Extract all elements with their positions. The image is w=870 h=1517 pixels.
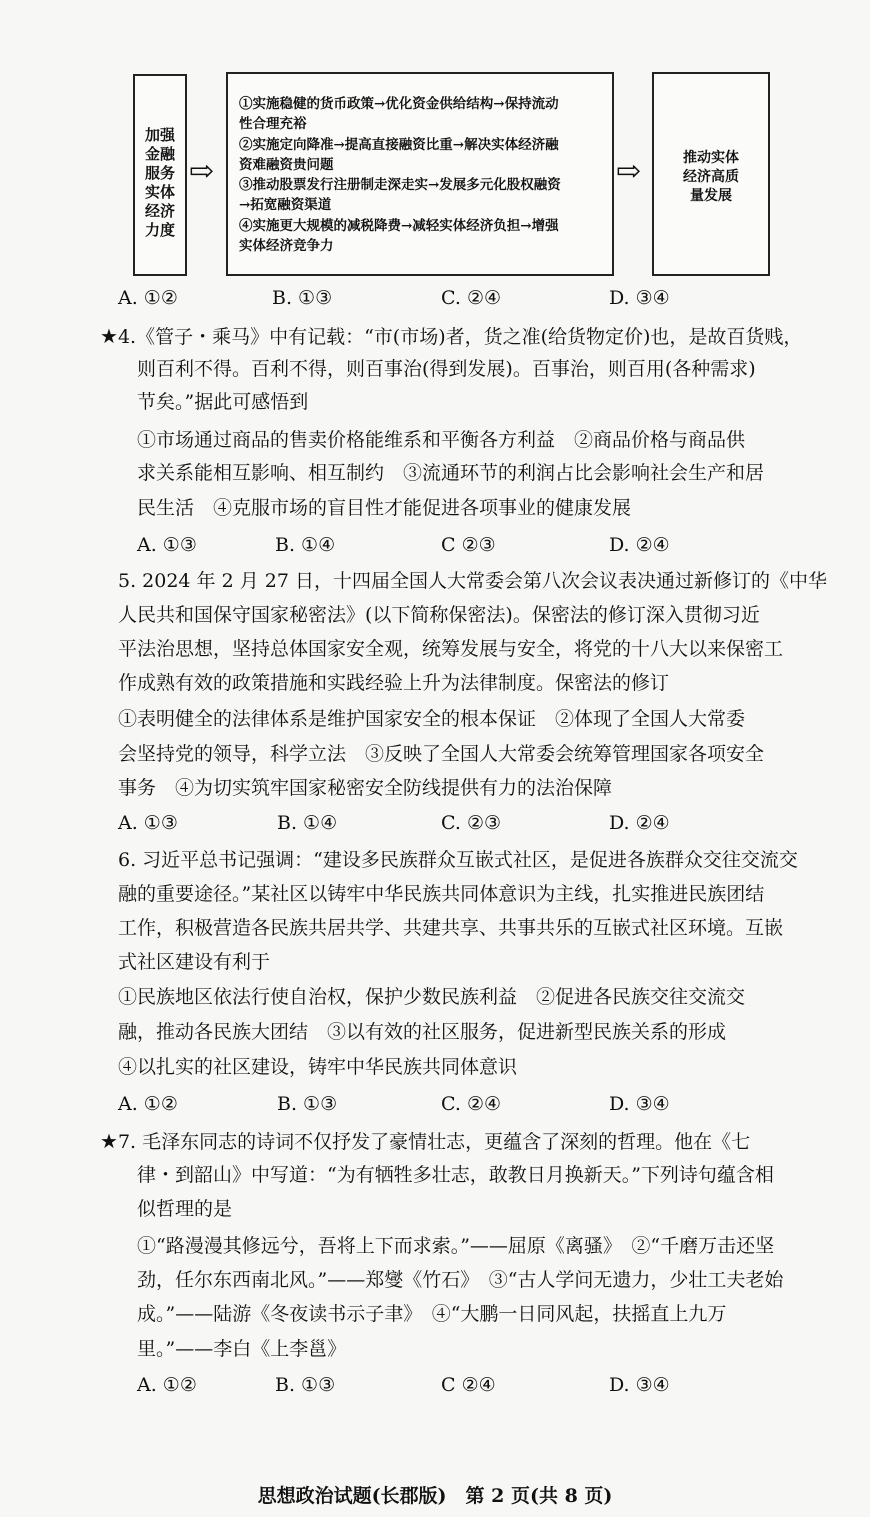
q7-option-b: B. ①③ [275, 1374, 336, 1396]
q5-option-a: A. ①③ [118, 812, 178, 834]
q4-stem-line: 节矣。”据此可感悟到 [137, 391, 309, 413]
q6-option-b: B. ①③ [277, 1093, 338, 1115]
q7-stem-line: 似哲理的是 [137, 1198, 233, 1220]
q6-choice-line: ④以扎实的社区建设，铸牢中华民族共同体意识 [118, 1056, 518, 1078]
q3-option-a: A. ①② [118, 287, 178, 309]
q6-stem-line: 式社区建设有利于 [118, 951, 271, 973]
diagram-middle-line: 实体经济竞争力 [239, 238, 334, 255]
q7-choice-line: ①“路漫漫其修远兮，吾将上下而求索。”——屈原《离骚》 ②“千磨万击还坚 [137, 1235, 775, 1257]
q5-choice-line: 事务 ④为切实筑牢国家秘密安全防线提供有力的法治保障 [118, 777, 613, 799]
diagram-left-line: 金融 [144, 145, 175, 163]
q7-option-a: A. ①② [137, 1374, 197, 1396]
diagram-left-line: 加强 [144, 126, 175, 144]
q7-option-c: C ②④ [441, 1374, 496, 1396]
diagram-middle-line: ②实施定向降准→提高直接融资比重→解决实体经济融 [239, 136, 559, 153]
diagram-right-line: 经济高质 [683, 169, 739, 185]
q5-choice-line: ①表明健全的法律体系是维护国家安全的根本保证 ②体现了全国人大常委 [118, 708, 746, 730]
q6-option-d: D. ③④ [609, 1093, 670, 1115]
q7-stem-line: 律・到韶山》中写道：“为有牺牲多壮志，敢教日月换新天。”下列诗句蕴含相 [137, 1164, 774, 1186]
diagram-middle-line: ④实施更大规模的减税降费→减轻实体经济负担→增强 [239, 217, 559, 234]
diagram-middle-line: 资难融资贵问题 [239, 156, 334, 173]
diagram-right-line: 推动实体 [683, 150, 739, 166]
diagram-middle-text [239, 94, 605, 256]
star-icon: ★ [100, 324, 118, 348]
q7-choice-line: 成。”——陆游《冬夜读书示子聿》 ④“大鹏一日同风起，扶摇直上九万 [137, 1303, 727, 1325]
diagram-right-text [664, 149, 758, 206]
diagram-left-box [133, 74, 187, 276]
diagram-right-box [652, 72, 770, 276]
q4-option-c: C ②③ [441, 534, 496, 556]
q6-stem-line: 融的重要途径。”某社区以铸牢中华民族共同体意识为主线，扎实推进民族团结 [118, 883, 765, 905]
q7-choice-line: 里。”——李白《上李邕》 [137, 1338, 347, 1360]
q6-choice-line: ①民族地区依法行使自治权，保护少数民族利益 ②促进各民族交往交流交 [118, 986, 746, 1008]
diagram-left-text [141, 126, 179, 240]
right-arrow-icon: ⇨ [616, 154, 642, 189]
q6-stem-line: 工作，积极营造各民族共居共学、共建共享、共事共乐的互嵌式社区环境。互嵌 [118, 917, 784, 939]
diagram-middle-line: 性合理充裕 [239, 116, 307, 133]
q7-stem-text: 7. 毛泽东同志的诗词不仅抒发了豪情壮志，更蕴含了深刻的哲理。他在《七 [117, 1131, 751, 1153]
q4-choice-line: ①市场通过商品的售卖价格能维系和平衡各方利益 ②商品价格与商品供 [137, 429, 746, 451]
diagram-middle-box [226, 72, 614, 276]
right-arrow-icon: ⇨ [189, 154, 215, 189]
q4-stem-line: 则百利不得。百利不得，则百事治(得到发展)。百事治，则百用(各种需求) [137, 358, 756, 380]
q5-stem-line: 平法治思想，坚持总体国家安全观，统筹发展与安全，将党的十八大以来保密工 [118, 638, 784, 660]
q6-option-a: A. ①② [118, 1093, 178, 1115]
diagram-left-line: 实体 [144, 183, 175, 201]
diagram-middle-line: ③推动股票发行注册制走深走实→发展多元化股权融资 [239, 177, 561, 194]
q5-stem-line: 作成熟有效的政策措施和实践经验上升为法律制度。保密法的修订 [118, 672, 670, 694]
q5-stem-line: 人民共和国保守国家秘密法》(以下简称保密法)。保密法的修订深入贯彻习近 [118, 604, 760, 626]
q5-option-b: B. ①④ [277, 812, 338, 834]
page-footer: 思想政治试题(长郡版) 第 2 页(共 8 页) [257, 1485, 613, 1507]
q5-stem-line: 5. 2024 年 2 月 27 日，十四届全国人大常委会第八次会议表决通过新修订的《中华 [118, 570, 827, 592]
q4-option-a: A. ①③ [137, 534, 197, 556]
q4-option-b: B. ①④ [275, 534, 336, 556]
q4-choice-line: 民生活 ④克服市场的盲目性才能促进各项事业的健康发展 [137, 497, 632, 519]
q6-stem-line: 6. 习近平总书记强调：“建设多民族群众互嵌式社区，是促进各族群众交往交流交 [118, 849, 798, 871]
q3-option-c: C. ②④ [441, 287, 502, 309]
star-icon: ★ [100, 1129, 118, 1153]
q7-choice-line: 劲，任尔东西南北风。”——郑燮《竹石》 ③“古人学问无遗力，少壮工夫老始 [137, 1269, 784, 1291]
q3-option-d: D. ③④ [609, 287, 670, 309]
diagram-left-line: 力度 [144, 221, 175, 239]
q5-option-c: C. ②③ [441, 812, 502, 834]
q6-option-c: C. ②④ [441, 1093, 502, 1115]
diagram-left-line: 服务 [144, 164, 175, 182]
q4-option-d: D. ②④ [609, 534, 670, 556]
q4-choice-line: 求关系能相互影响、相互制约 ③流通环节的利润占比会影响社会生产和居 [137, 462, 765, 484]
q5-choice-line: 会坚持党的领导，科学立法 ③反映了全国人大常委会统筹管理国家各项安全 [118, 743, 765, 765]
q3-option-b: B. ①③ [272, 287, 333, 309]
diagram-middle-line: ①实施稳健的货币政策→优化资金供给结构→保持流动 [239, 96, 559, 112]
diagram-right-line: 量发展 [690, 188, 732, 204]
q6-choice-line: 融，推动各民族大团结 ③以有效的社区服务，促进新型民族关系的形成 [118, 1021, 727, 1043]
q5-option-d: D. ②④ [609, 812, 670, 834]
q7-stem-line [100, 1129, 790, 1154]
q4-stem-text: 4.《管子・乘马》中有记载：“市(市场)者，货之准(给货物定价)也，是故百货贱， [117, 326, 803, 348]
q7-option-d: D. ③④ [609, 1374, 670, 1396]
diagram-left-line: 经济 [144, 202, 175, 220]
diagram-middle-line: →拓宽融资渠道 [239, 197, 332, 214]
q4-stem-line [100, 324, 803, 349]
